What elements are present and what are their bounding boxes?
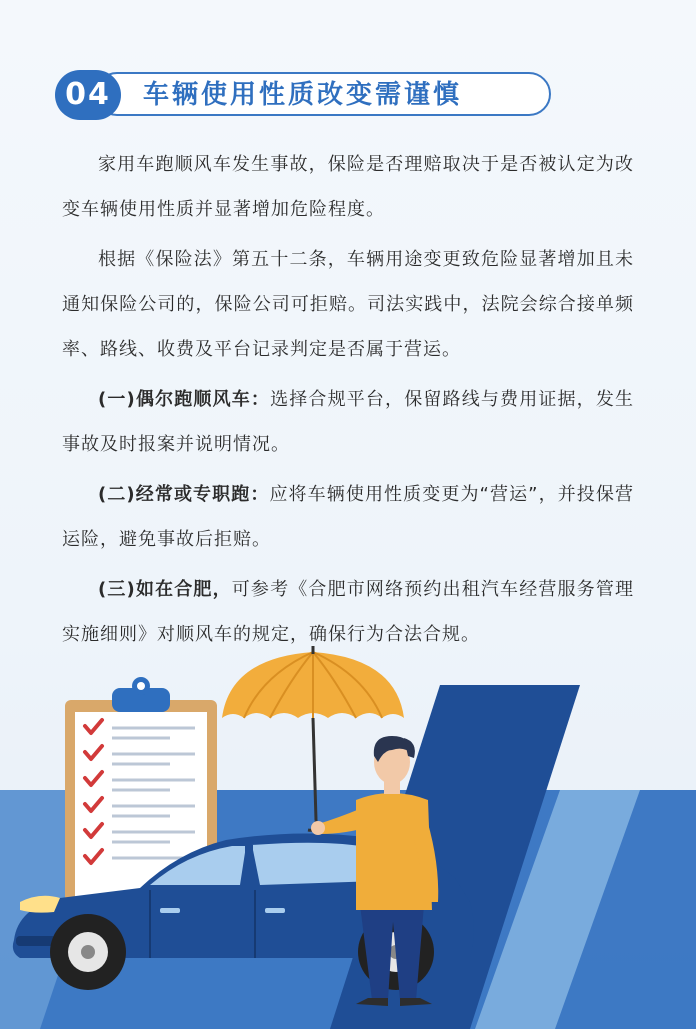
insurance-illustration xyxy=(0,640,696,1029)
section-header xyxy=(55,70,553,120)
paragraph-1-text: 家用车跑顺风车发生事故，保险是否理赔取决于是否被认定为改变车辆使用性质并显著增加危险程度。 xyxy=(62,154,634,220)
paragraph-3 xyxy=(62,377,634,467)
paragraph-4 xyxy=(62,472,634,562)
paragraph-5-lead: (三)如在合肥， xyxy=(98,579,232,600)
paragraph-1 xyxy=(62,142,634,232)
paragraph-4-text: 应将车辆使用性质变更为“营运”，并投保营运险，避免事故后拒赔。 xyxy=(62,484,634,550)
paragraph-2-text: 根据《保险法》第五十二条，车辆用途变更致危险显著增加且未通知保险公司的，保险公司可拒赔。司法实践中，法院会综合接单频率、路线、收费及平台记录判定是否属于营运。 xyxy=(62,249,634,360)
paragraph-3-text: 选择合规平台，保留路线与费用证据，发生事故及时报案并说明情况。 xyxy=(62,389,634,455)
paragraph-4-lead: (二)经常或专职跑： xyxy=(98,484,270,505)
section-number: 04 xyxy=(55,70,121,120)
paragraph-5-text: 可参考《合肥市网络预约出租汽车经营服务管理实施细则》对顺风车的规定，确保行为合法合规。 xyxy=(62,579,635,645)
section-title: 车辆使用性质改变需谨慎 xyxy=(143,80,463,110)
paragraph-3-lead: (一)偶尔跑顺风车： xyxy=(98,389,271,410)
section-number-badge xyxy=(55,70,125,120)
article-body xyxy=(62,142,634,657)
paragraph-2 xyxy=(62,237,634,372)
